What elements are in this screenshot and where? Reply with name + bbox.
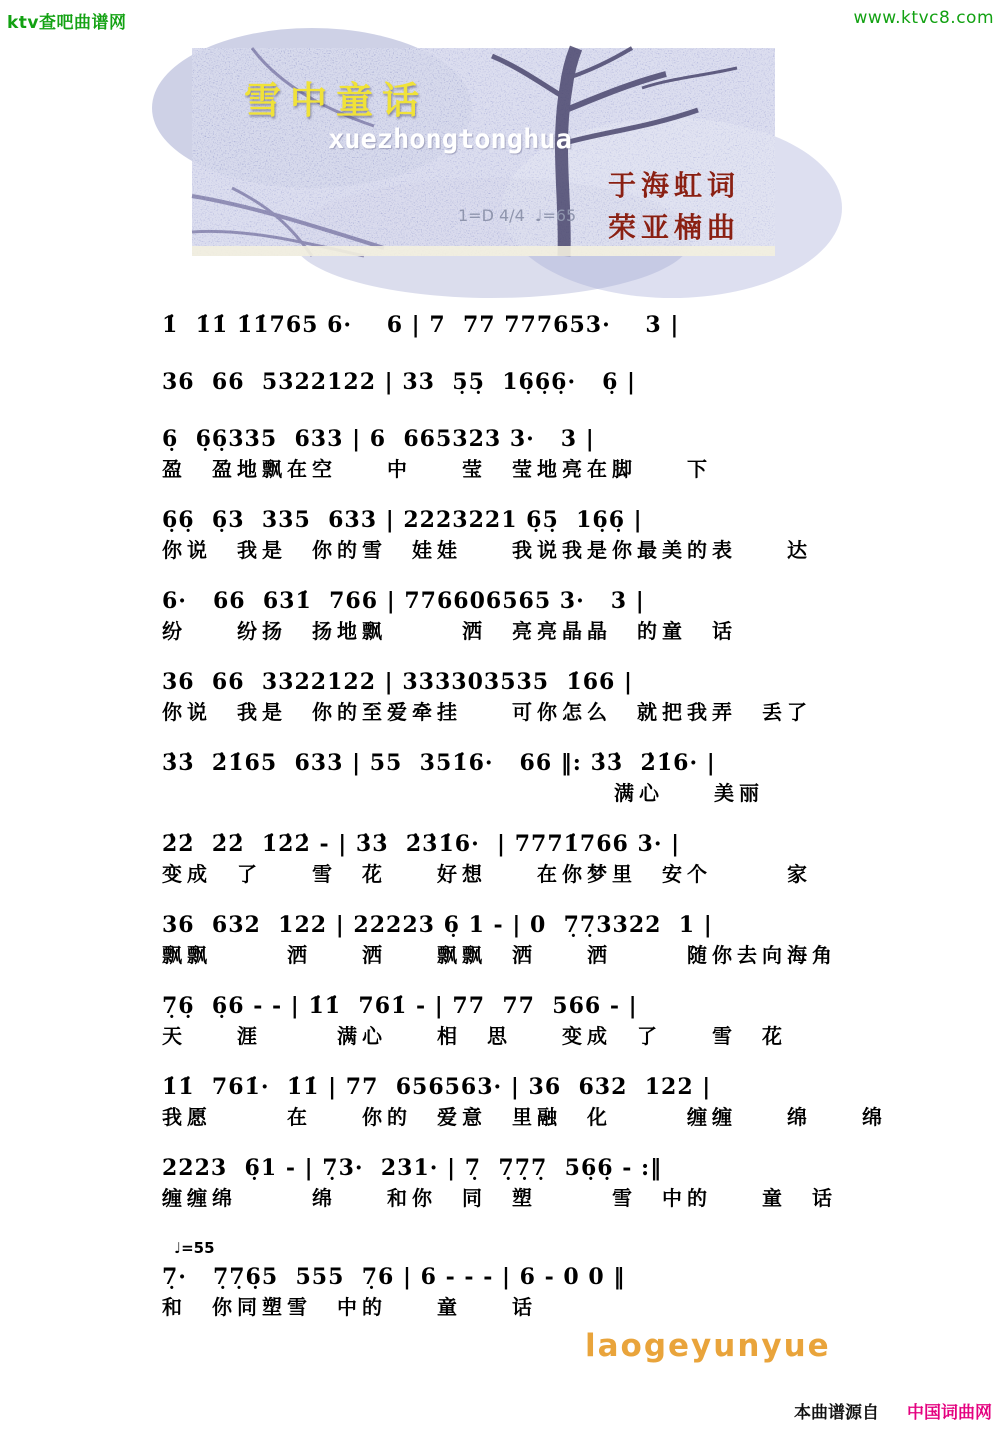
score-system [162,829,882,890]
notation-line: 1̇ 1̇1̇ 1̇1̇765 6· 6 | 7 77 777653· 3 | [162,312,680,338]
lyrics-line: 天 涯 满心 相 思 变成 了 雪 花 [162,1024,787,1048]
notation-line: 36 66 3322122 | 333303535 1̇66 | [162,669,634,695]
lyrics-line: 缠缠绵 绵 和你 同 塑 雪 中的 童 话 [162,1186,837,1210]
site-url-link[interactable]: www.ktvc8.com [853,8,994,28]
notation-line: 6· 66 631̇ 766 | 776606565 3· 3 | [162,588,645,614]
lyricist-credit: 于海虹词 [608,169,741,202]
notation-line: 36 632 122 | 22223 6̣ 1 - | 0 7̣7̣3322 1 | [162,912,713,938]
score-system [162,586,882,647]
composer-credit: 荣亚楠曲 [608,211,741,244]
footer-source-site-link[interactable]: 中国词曲网 [907,1403,992,1423]
score-system [162,991,882,1052]
notation-line: 1̇1̇ 761̇· 1̇1̇ | 77 656563· | 36 632 122 | [162,1074,712,1100]
score-system [162,910,882,971]
lyrics-line: 和 你同塑雪 中的 童 话 [162,1295,537,1319]
tempo-change-marking: ♩=55 [174,1239,215,1257]
footer-source [770,1378,992,1443]
key-time-tempo: 1=D 4/4 ♩=65 [458,206,577,225]
score-system [162,748,882,809]
footer-source-label: 本曲谱源自 [794,1403,879,1423]
site-name-link[interactable]: ktv查吧曲谱网 [7,13,127,33]
notation-line: 6̣6̣ 6̣3 335 633 | 2223221 6̣5̣ 16̣6̣ | [162,507,643,533]
watermark-text: laogeyunyue [585,1328,831,1364]
notation-line: 7̣· 7̣7̣6̣5 555 7̣6 | 6 - - - | 6 - 0 0 ‖ [162,1264,626,1290]
score-system [162,1153,882,1214]
lyrics-line: 我愿 在 你的 爱意 里融 化 缠缠 绵 绵 [162,1105,887,1129]
notation-line: 7̣6̣ 6̣6 - - | 1̇1̇ 761̇ - | 77 77 566 - | [162,993,638,1019]
lyrics-line: 你说 我是 你的雪 娃娃 我说我是你最美的表 达 [162,538,812,562]
score [162,310,887,1343]
song-title-pinyin: xuezhongtonghua [328,124,572,155]
lyrics-line: 盈 盈地飘在空 中 莹 莹地亮在脚 下 [162,457,712,481]
score-system [162,1262,882,1323]
notation-line: 3̇3̇ 2̇1̇65 633 | 55 351̇6· 66 ‖: 3̇3̇ 2̇1̇6· | [162,750,716,776]
notation-line: 2̇2̇ 2̇2̇ 1̇2̇2̇ - | 3̇3̇ 2̇3̇1̇6· | 7771̇766 3· | [162,831,681,857]
notation-line: 36 66 5322122 | 33 5̣5̣ 16̣6̣6̣· 6̣ | [162,369,637,395]
notation-line: 6̣ 6̣6̣335 633 | 6 665323 3· 3 | [162,426,595,452]
score-system [162,505,882,566]
notation-line: 2223 6̣1 - | 7̣3· 231· | 7̣ 7̣7̣7̣ 56̣6̣ - :‖ [162,1155,663,1181]
lyrics-line: 你说 我是 你的至爱牵挂 可你怎么 就把我弄 丢了 [162,700,812,724]
title-artwork [192,48,775,256]
song-title: 雪中童话 [244,79,428,122]
lyrics-line: 满心 美丽 [614,781,764,805]
score-system [162,367,882,397]
score-system [162,667,882,728]
lyrics-line: 飘飘 洒 洒 飘飘 洒 洒 随你去向海角 [162,943,837,967]
lyrics-line: 变成 了 雪 花 好想 在你梦里 安个 家 [162,862,812,886]
score-system [162,1072,887,1133]
lyrics-line: 纷 纷扬 扬地飘 洒 亮亮晶晶 的童 话 [162,619,737,643]
score-system [162,310,882,340]
score-system [162,424,882,485]
